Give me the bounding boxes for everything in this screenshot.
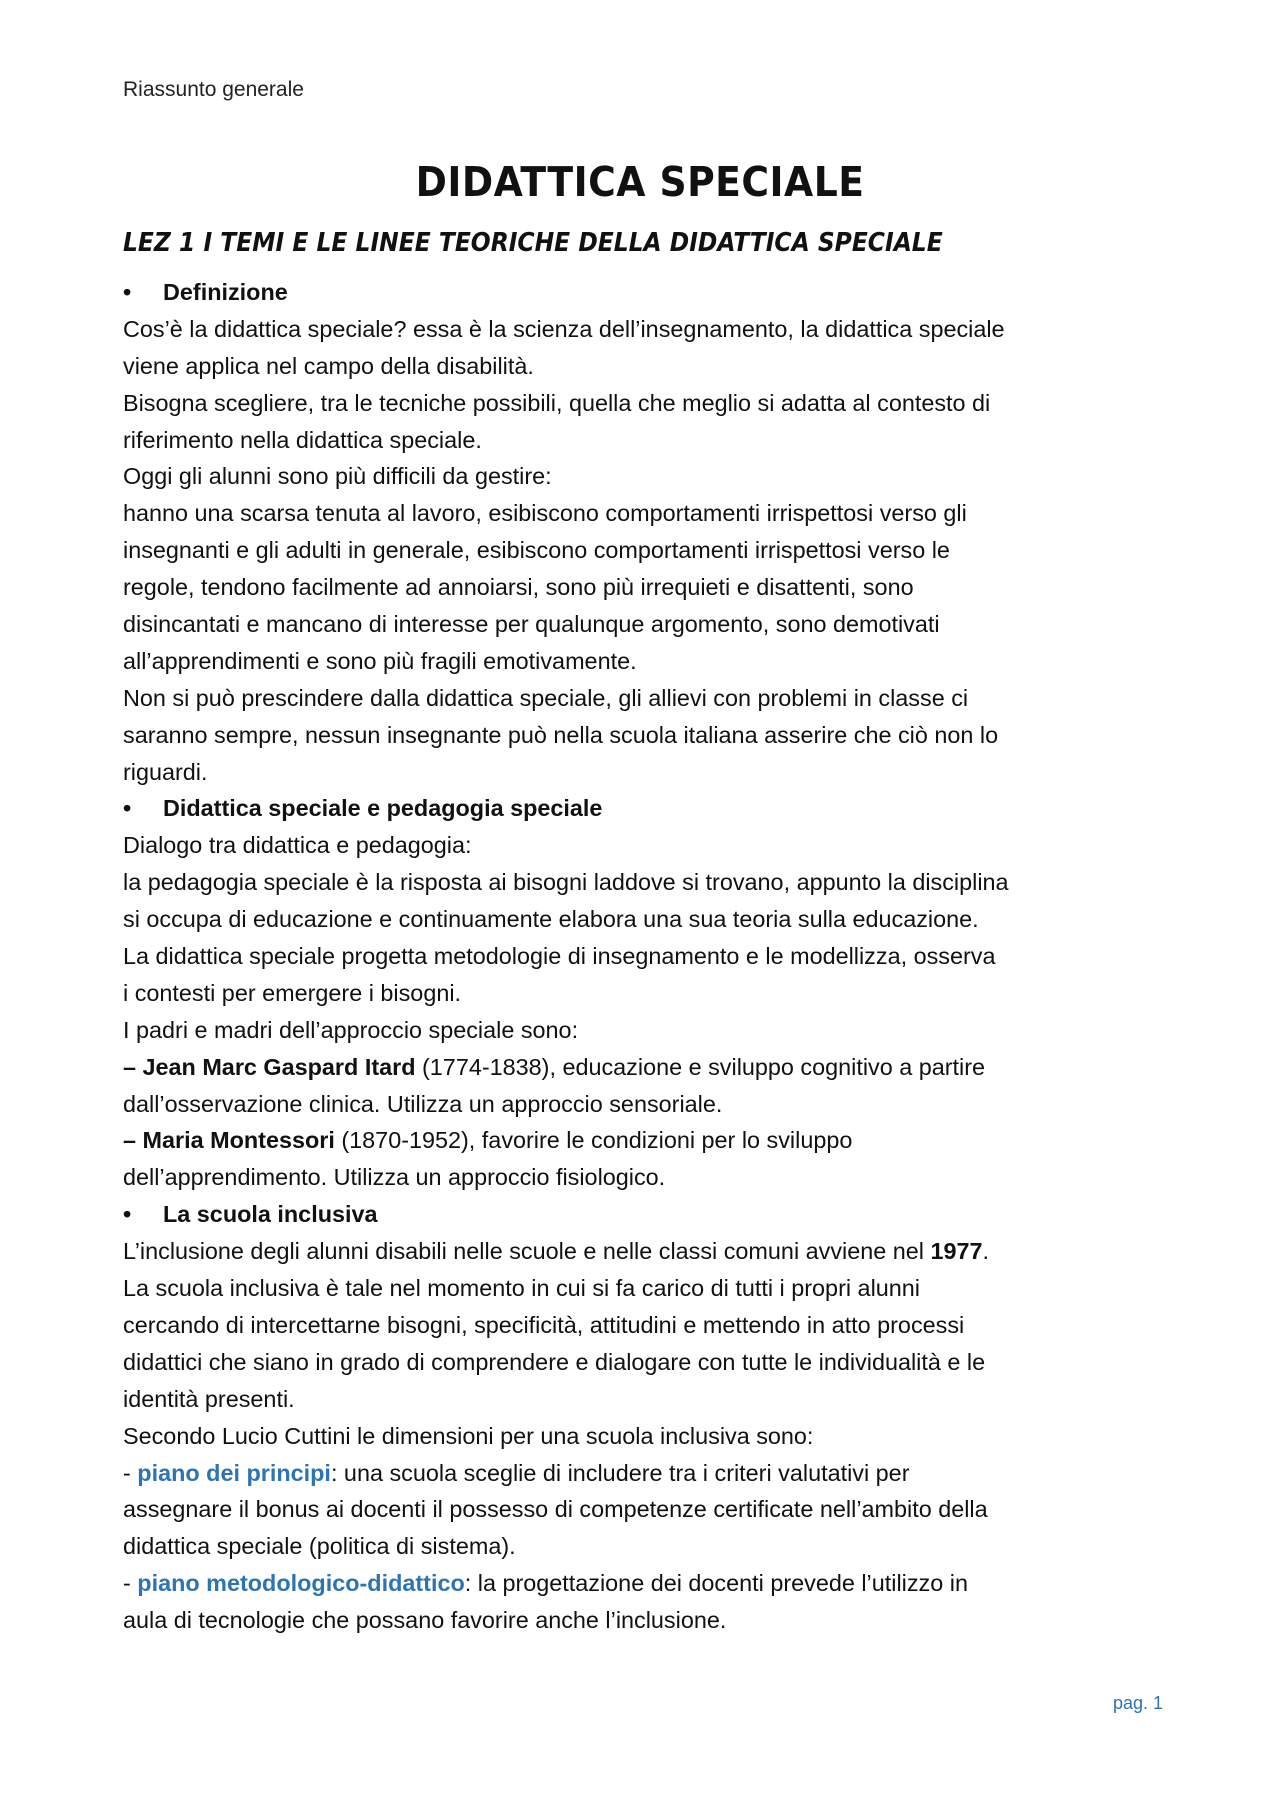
section-heading-definizione (123, 274, 1183, 311)
paragraph-line: riguardi. (123, 758, 208, 785)
section-heading-pedagogia (123, 790, 1183, 827)
paragraph-line: regole, tendono facilmente ad annoiarsi, sono più irrequieti e disattenti, sono (123, 574, 914, 601)
paragraph-line: la pedagogia speciale è la risposta ai bisogni laddove si trovano, appunto la disciplina (123, 869, 1009, 896)
paragraph-line: Dialogo tra didattica e pedagogia: (123, 832, 472, 859)
itard-line (123, 1049, 1183, 1086)
montessori-name: – Maria Montessori (123, 1127, 335, 1154)
paragraph-line: dell’apprendimento. Utilizza un approccio fisiologico. (123, 1164, 666, 1191)
metodologico-line (123, 1565, 1183, 1602)
document-title: DIDATTICA SPECIALE (415, 158, 865, 206)
paragraph-line: saranno sempre, nessun insegnante può nella scuola italiana asserire che ciò non lo (123, 721, 999, 748)
paragraph-line: didattica speciale (politica di sistema). (123, 1533, 516, 1560)
paragraph-line: Cos’è la didattica speciale? essa è la scienza dell’insegnamento, la didattica speciale (123, 315, 1005, 342)
heading-text: Definizione (163, 279, 288, 305)
paragraph-line: La scuola inclusiva è tale nel momento in cui si fa carico di tutti i propri alunni (123, 1275, 920, 1302)
itard-text: (1774-1838), educazione e sviluppo cognitivo a partire (415, 1053, 986, 1080)
intro-text: L’inclusione degli alunni disabili nelle scuole e nelle classi comuni avviene nel (123, 1238, 931, 1265)
paragraph-line: cercando di intercettarne bisogni, specificità, attitudini e mettendo in atto processi (123, 1311, 965, 1338)
heading-text: La scuola inclusiva (163, 1201, 378, 1228)
paragraph-line: aula di tecnologie che possano favorire anche l’inclusione. (123, 1607, 727, 1634)
intro-end: . (982, 1238, 990, 1265)
dash: - (123, 1570, 138, 1597)
paragraph-line: si occupa di educazione e continuamente elabora una sua teoria sulla educazione. (123, 906, 979, 933)
paragraph-line: Oggi gli alunni sono più difficili da gestire: (123, 463, 552, 490)
paragraph-line: didattici che siano in grado di comprendere e dialogare con tutte le individualità e le (123, 1348, 986, 1375)
principi-text: : una scuola sceglie di includere tra i criteri valutativi per (330, 1459, 910, 1486)
paragraph-line: hanno una scarsa tenuta al lavoro, esibiscono comportamenti irrispettosi verso gli (123, 500, 967, 527)
paragraph-line: assegnare il bonus ai docenti il possesso di competenze certificate nell’ambito della (123, 1496, 988, 1523)
paragraph-line: riferimento nella didattica speciale. (123, 426, 482, 453)
itard-name: – Jean Marc Gaspard Itard (123, 1053, 416, 1080)
paragraph-line: Secondo Lucio Cuttini le dimensioni per una scuola inclusiva sono: (123, 1422, 814, 1449)
metodologico-term: piano metodologico-didattico (137, 1570, 465, 1597)
bullet-icon: • (123, 795, 132, 822)
document-body (123, 274, 1183, 1639)
paragraph-line: identità presenti. (123, 1385, 295, 1412)
paragraph-line: insegnanti e gli adulti in generale, esibiscono comportamenti irrispettosi verso le (123, 537, 950, 564)
paragraph-line: Non si può prescindere dalla didattica speciale, gli allievi con problemi in classe ci (123, 684, 969, 711)
paragraph-line: dall’osservazione clinica. Utilizza un approccio sensoriale. (123, 1090, 723, 1117)
running-header: Riassunto generale (123, 78, 304, 101)
montessori-text: (1870-1952), favorire le condizioni per lo sviluppo (334, 1127, 853, 1154)
paragraph-line: I padri e madri dell’approccio speciale sono: (123, 1016, 579, 1043)
lesson-title: LEZ 1 I TEMI E LE LINEE TEORICHE DELLA DIDATTICA SPECIALE (123, 228, 943, 258)
principi-term: piano dei principi (137, 1459, 331, 1486)
dash: - (123, 1459, 138, 1486)
paragraph-line: all’apprendimenti e sono più fragili emotivamente. (123, 647, 637, 674)
paragraph-line: i contesti per emergere i bisogni. (123, 979, 462, 1006)
montessori-line (123, 1122, 1183, 1159)
bullet-icon: • (123, 1201, 132, 1228)
paragraph-line: viene applica nel campo della disabilità. (123, 352, 534, 379)
paragraph-line: disincantati e mancano di interesse per qualunque argomento, sono demotivati (123, 611, 940, 638)
section-heading-inclusiva (123, 1196, 1183, 1233)
page-number: pag. 1 (1113, 1693, 1164, 1713)
principi-line (123, 1455, 1183, 1492)
inclusion-intro-line (123, 1233, 1183, 1270)
intro-year: 1977 (930, 1238, 983, 1265)
heading-text: Didattica speciale e pedagogia speciale (163, 795, 603, 822)
bullet-icon: • (123, 279, 132, 305)
paragraph-line: Bisogna scegliere, tra le tecniche possibili, quella che meglio si adatta al contesto di (123, 389, 991, 416)
paragraph-line: La didattica speciale progetta metodologie di insegnamento e le modellizza, osserva (123, 943, 996, 970)
metodologico-text: : la progettazione dei docenti prevede l’utilizzo in (464, 1570, 968, 1597)
